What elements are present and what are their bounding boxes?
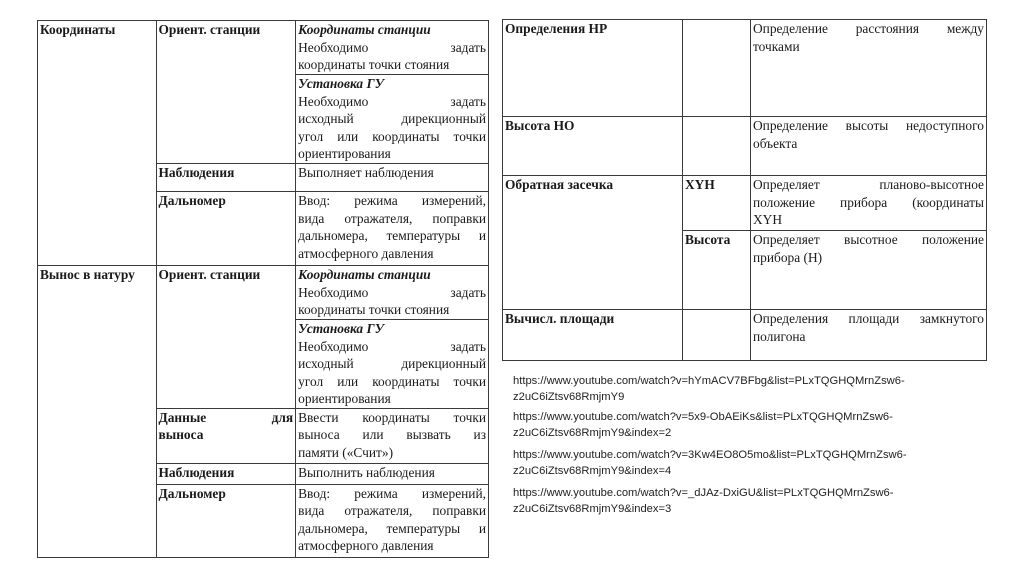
function-cell: Данные для выноса [156, 408, 296, 463]
program-description-cell: Определение высоты недоступного объекта [751, 117, 987, 176]
function-cell: Ориент. станции [156, 266, 296, 409]
program-sub-cell [683, 310, 751, 361]
function-cell [156, 21, 296, 164]
program-sub-cell: Высота [683, 231, 751, 310]
program-description-cell: Определяет высотное положение прибора (Н) [751, 231, 987, 310]
program-sub-cell: XYH [683, 176, 751, 231]
description-cell: Установка ГУ Необходимо задать исходный дирекционный угол или координаты точки ориентирования [296, 75, 489, 164]
description-cell: Выполняет наблюдения [296, 164, 489, 192]
program-name-cell: Определения НР [503, 20, 683, 117]
description-cell: Координаты станции Необходимо задать координаты точки стояния [296, 21, 489, 75]
section-cell [38, 266, 157, 558]
program-description-cell: Определения площади замкнутого полигона [751, 310, 987, 361]
program-name-cell: Вычисл. площади [503, 310, 683, 361]
block-title: Установка ГУ [298, 321, 384, 336]
video-link[interactable]: https://www.youtube.com/watch?v=_dJAz-DxiGU&list=PLxTQGHQMrnZsw6- z2uC6iZtsv68RmjmY9&index=3 [513, 487, 894, 515]
program-sub-cell [683, 117, 751, 176]
program-name-cell: Высота НО [503, 117, 683, 176]
description-cell: Координаты станции Необходимо задать координаты точки стояния [296, 266, 489, 320]
video-link[interactable]: https://www.youtube.com/watch?v=5x9-ObAEiKs&list=PLxTQGHQMrnZsw6- z2uC6iZtsv68RmjmY9&index=2 [513, 411, 893, 439]
block-title: Координаты станции [298, 22, 431, 37]
function-cell: Дальномер [156, 192, 296, 266]
block-title: Координаты станции [298, 267, 431, 282]
section-label: Координаты [40, 22, 116, 37]
program-description-cell: Определение расстояния между точками [751, 20, 987, 117]
function-cell: Наблюдения [156, 463, 296, 484]
function-cell: Дальномер [156, 484, 296, 557]
video-link[interactable]: https://www.youtube.com/watch?v=hYmACV7BFbg&list=PLxTQGHQMrnZsw6- z2uC6iZtsv68RmjmY9 [513, 375, 905, 403]
function-label: Ориент. станции [158, 22, 261, 37]
calculations-table [502, 19, 987, 361]
program-description-cell: Определяет планово-высотное положение прибора (координаты XYH [751, 176, 987, 231]
description-cell: Ввод: режима измерений, вида отражателя, поправки дальномера, температуры и атмосферного давления [296, 484, 489, 557]
description-cell: Установка ГУ Необходимо задать исходный дирекционный угол или координаты точки ориентирования [296, 320, 489, 409]
description-cell: Выполнить наблюдения [296, 463, 489, 484]
description-cell: Ввести координаты точки выноса или вызвать из памяти («Счит») [296, 408, 489, 463]
function-cell: Наблюдения [156, 164, 296, 192]
program-sub-cell [683, 20, 751, 117]
section-cell [38, 21, 157, 266]
video-link[interactable]: https://www.youtube.com/watch?v=3Kw4EO8O5mo&list=PLxTQGHQMrnZsw6- z2uC6iZtsv68RmjmY9&index=4 [513, 449, 907, 477]
description-cell: Ввод: режима измерений, вида отражателя, поправки дальномера, температуры и атмосферного давления [296, 192, 489, 266]
block-title: Установка ГУ [298, 76, 384, 91]
section-label: Вынос в натуру [40, 267, 135, 282]
program-name-cell: Обратная засечка [503, 176, 683, 310]
coordinates-functions-table [37, 20, 489, 558]
